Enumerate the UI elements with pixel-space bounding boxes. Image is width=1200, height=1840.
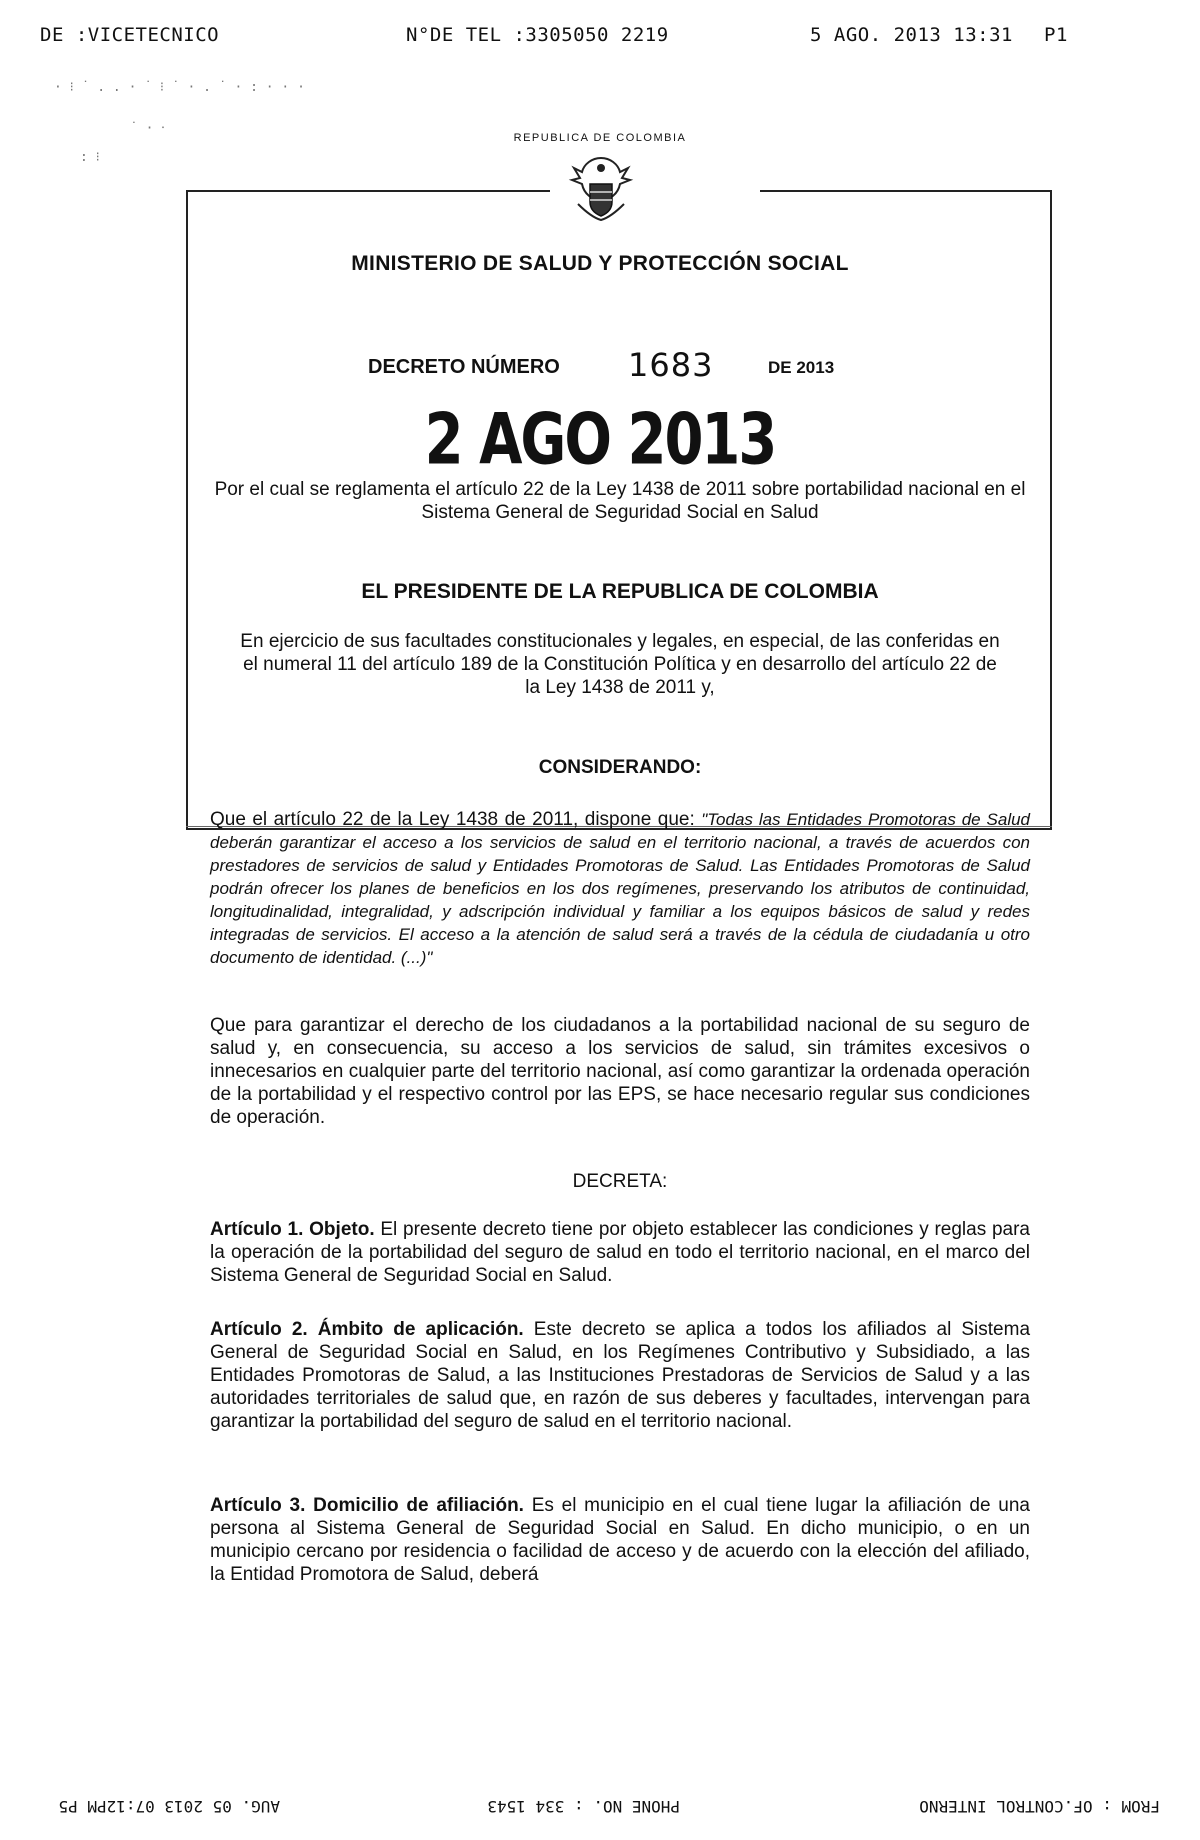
considerando-heading: CONSIDERANDO: (538, 757, 702, 778)
decree-number-line (368, 346, 888, 386)
article-3 (210, 1494, 1030, 1586)
considerando-paragraph-1 (210, 808, 1030, 969)
fax-header (40, 24, 1160, 48)
fax-footer (40, 1794, 1160, 1816)
decree-label: DECRETO NÚMERO (368, 356, 560, 378)
article-2-title: Artículo 2. Ámbito de aplicación. (210, 1319, 524, 1340)
authority-heading: EL PRESIDENTE DE LA REPUBLICA DE COLOMBIA (361, 580, 879, 603)
decreta-heading: DECRETA: (572, 1171, 668, 1192)
considerando-p1-quote: "Todas las Entidades Promotoras de Salud deberán garantizar el acceso a los servicios de salud en el territorio nacional, a través de acuerdos con prestadores de servicios de salud y Entidades Promotoras de Salud. Las Entidades Promotoras de Salud podrán ofrecer los planes de beneficios en los dos regímenes, preservando los atributos de continuidad, longitudinalidad, integralidad, y adscripción individual y familiar a los equipos básicos de salud y redes integradas de servicios. El acceso a la atención de salud será a través de la cédula de ciudadanía u otro documento de identidad. (...)" (210, 810, 1031, 967)
fax-phone: N°DE TEL :3305050 2219 (406, 24, 669, 46)
ministry-title: MINISTERIO DE SALUD Y PROTECCIÓN SOCIAL (351, 252, 849, 275)
considerando-paragraph-2: Que para garantizar el derecho de los ciudadanos a la portabilidad nacional de su seguro de salud y, en consecuencia, su acceso a los servicios de salud, sin trámites excesivos o innecesarios en cualquier parte del territorio nacional, así como garantizar la ordenada operación de la portabilidad y el respectivo control por las EPS, se hace necesario regular sus condiciones de operación. (210, 1015, 1030, 1128)
date-stamp: 2 AGO 2013 (424, 399, 776, 482)
considerando-p1-intro: Que el artículo 22 de la Ley 1438 de 2011, dispone que: (210, 809, 695, 830)
article-3-text: Es el municipio en el cual tiene lugar la afiliación de una persona al Sistema General de Seguridad Social en Salud. En dicho municipio, o en un municipio cercano por residencia o facilidad de acceso y de acuerdo con la elección del afiliado, la Entidad Promotora de Salud, deberá (210, 1495, 1030, 1585)
fax-footer-phone: PHONE NO. : 334 1543 (487, 1797, 680, 1816)
article-1-title: Artículo 1. Objeto. (210, 1219, 375, 1240)
fax-sender: DE :VICETECNICO (40, 24, 220, 46)
decree-year: DE 2013 (768, 358, 835, 377)
article-1-text: El presente decreto tiene por objeto establecer las condiciones y reglas para la operación de la portabilidad del seguro de salud en todo el territorio nacional, en el marco del Sistema General de Seguridad Social en Salud. (210, 1219, 1031, 1286)
document-frame-top-right (760, 190, 1050, 192)
document-frame-top-left (186, 190, 550, 192)
scan-noise: · ⁝ ˙ . . · ˙ ⁝ ˙ · . ˙ · : · · · (54, 80, 305, 95)
article-3-title: Artículo 3. Domicilio de afiliación. (210, 1495, 524, 1516)
fax-page: P1 (1044, 24, 1068, 46)
scan-noise: ˙ · ⸱ (130, 121, 165, 136)
article-2-text: Este decreto se aplica a todos los afiliados al Sistema General de Seguridad Social en Salud, en los Regímenes Contributivo y Subsidiado, a las Entidades Promotoras de Salud, a las Instituciones Prestadoras de Servicios de Salud y a las autoridades territoriales de salud que, en razón de sus deberes y facultades, intervengan para garantizar la portabilidad del seguro de salud en el territorio nacional. (210, 1319, 1031, 1432)
article-2 (210, 1318, 1030, 1433)
fax-datetime: 5 AGO. 2013 13:31 (810, 24, 1013, 46)
fax-footer-datetime: AUG. 05 2013 07:12PM P5 (58, 1797, 280, 1816)
authority-text: En ejercicio de sus facultades constitucionales y legales, en especial, de las conferidas en el numeral 11 del artículo 189 de la Constitución Política y en desarrollo del artículo 22 de la Ley 1438 de 2011 y, (240, 631, 1000, 698)
fax-footer-from: FROM : OF.CONTROL INTERNO (919, 1797, 1160, 1816)
decree-number: 1683 (628, 346, 714, 384)
article-1 (210, 1218, 1030, 1287)
scan-noise: : ⁝ (80, 150, 100, 165)
republica-label: REPUBLICA DE COLOMBIA (513, 132, 687, 144)
decree-subject: Por el cual se reglamenta el artículo 22 de la Ley 1438 de 2011 sobre portabilidad nacional en el Sistema General de Seguridad Social en Salud (214, 479, 1026, 523)
